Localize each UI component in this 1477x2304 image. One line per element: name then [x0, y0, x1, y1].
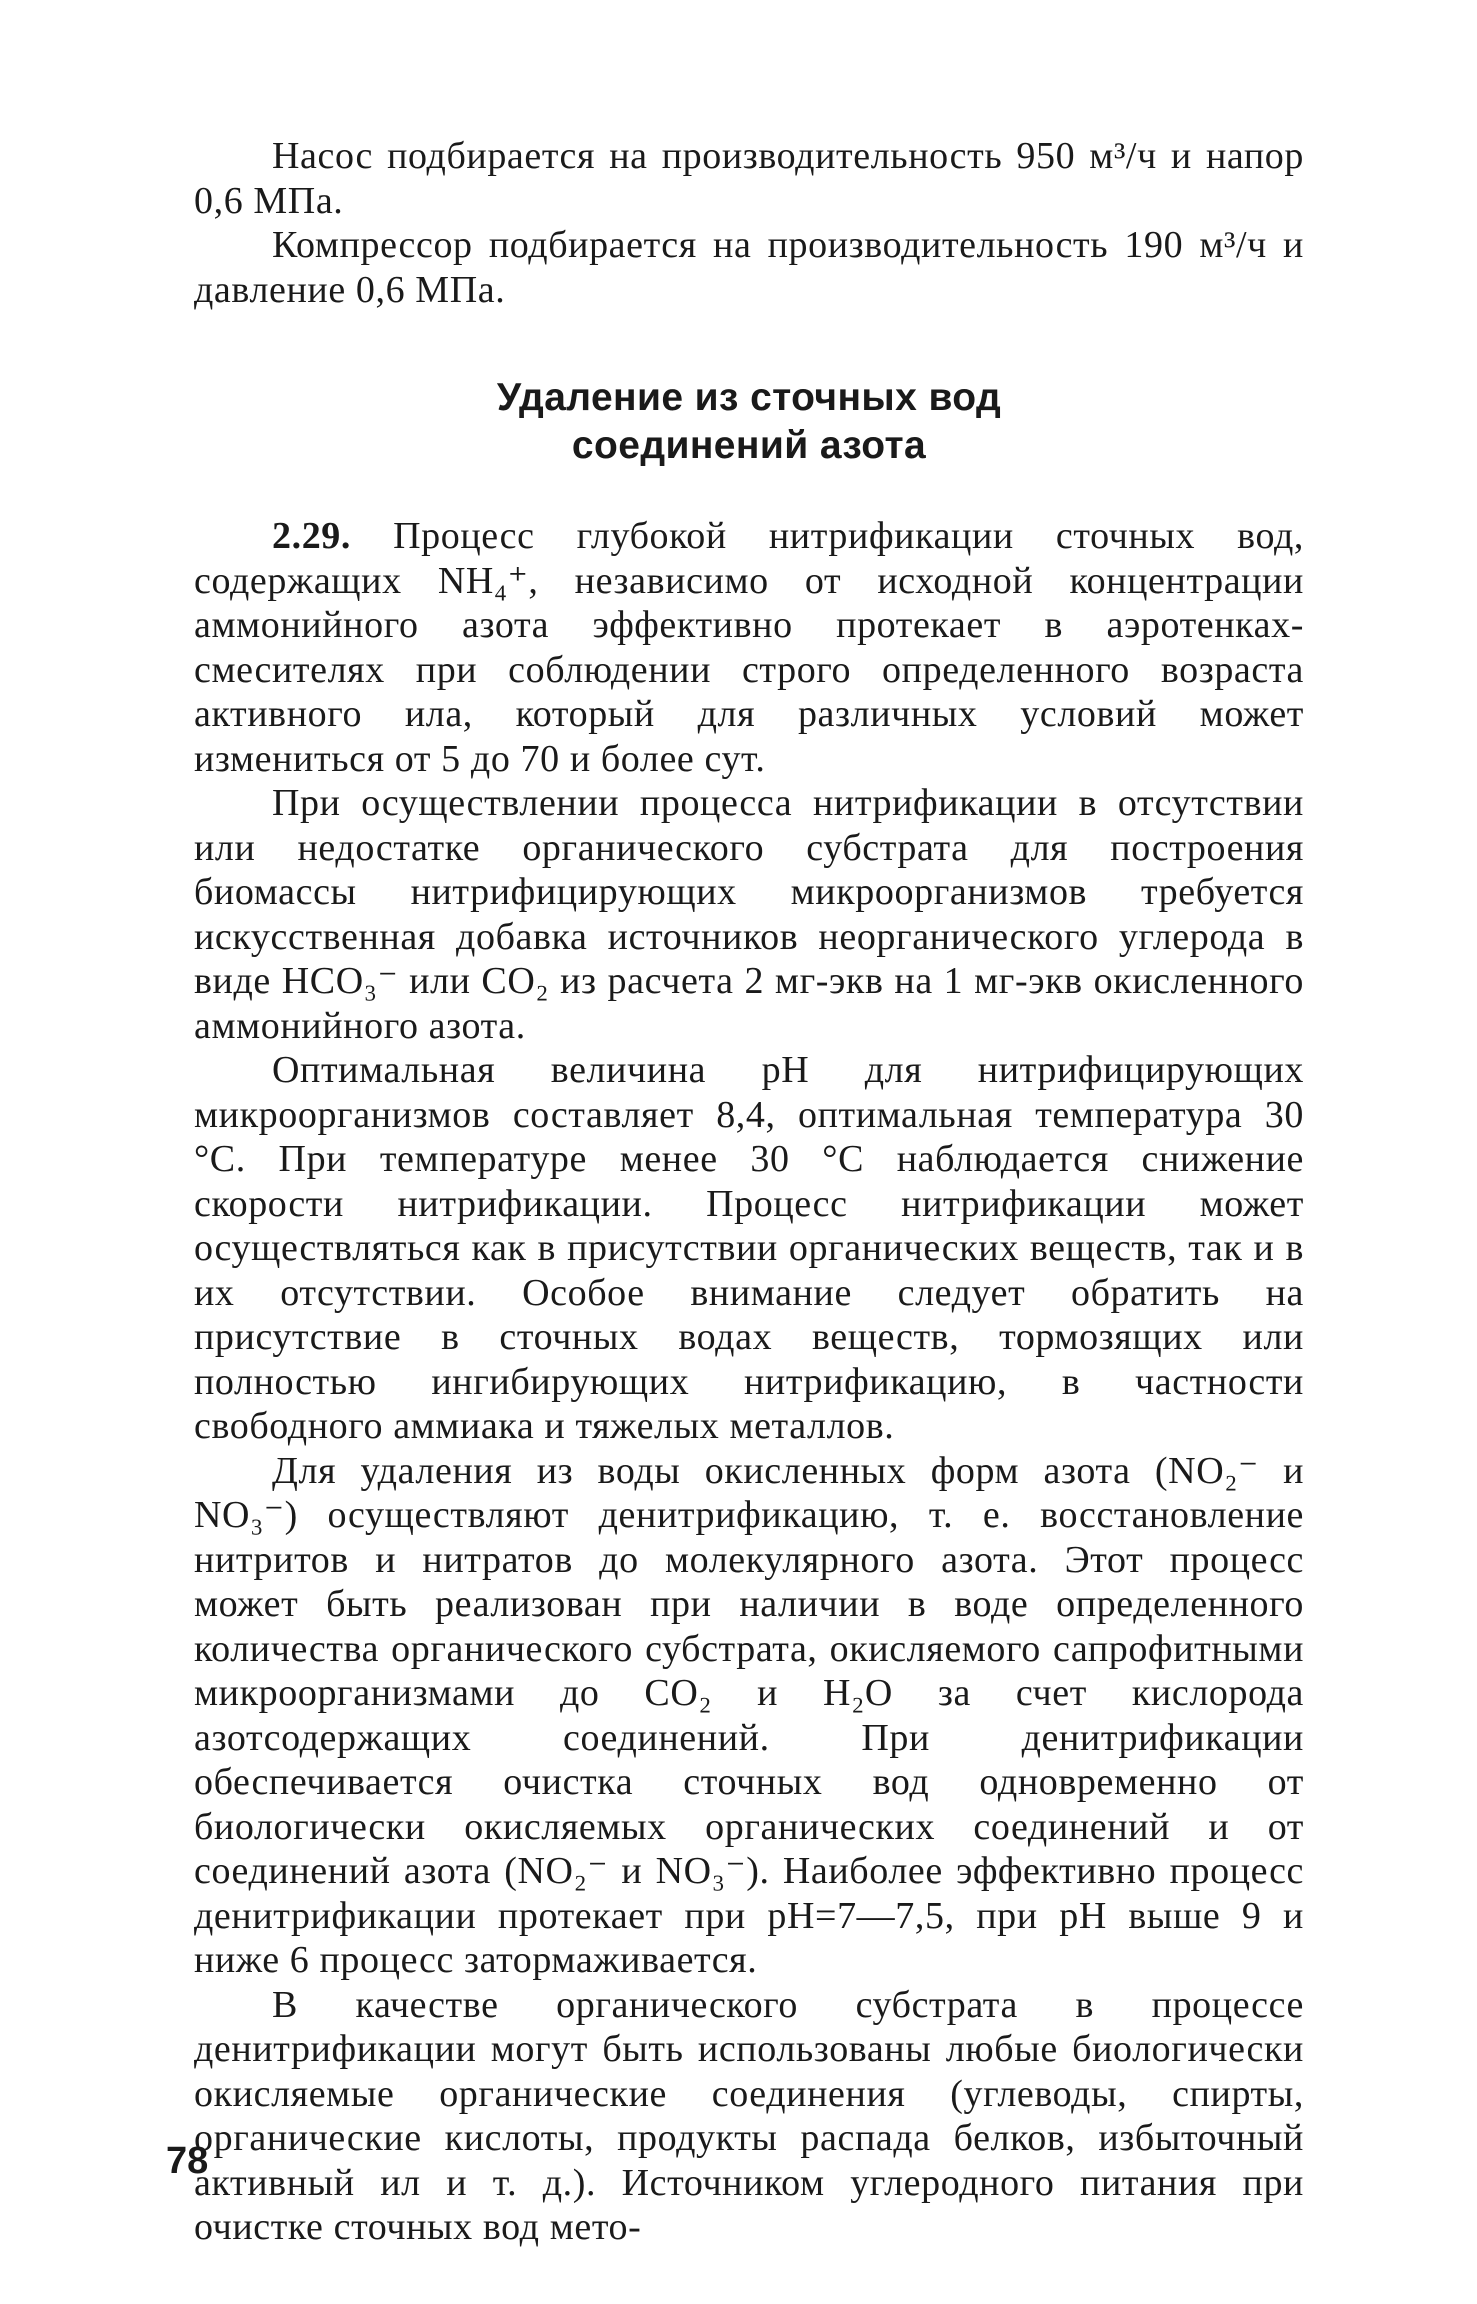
paragraph-nitrification [194, 514, 1304, 781]
paragraph-denitrification: Для удаления из воды окисленных форм азота (NO₂⁻ и NO₃⁻) осуществляют денитрификацию, т. е. восстановление нитритов и нитратов до молекулярного азота. Этот процесс может быть реализован при наличии в воде определенного количества органического субстрата, окисляемого сапрофитными микроорганизмами до CO₂ и H₂O за счет кислорода азотсодержащих соединений. При денитрификации обеспечивается очистка сточных вод одновременно от биологически окисляемых органических соединений и от соединений азота (NO₂⁻ и NO₃⁻). Наиболее эффективно процесс денитрификации протекает при pH=7—7,5, при pH выше 9 и ниже 6 процесс затормаживается. [194, 1449, 1304, 1981]
heading-line-1: Удаление из сточных вод [496, 376, 1002, 419]
page-number: 78 [166, 2140, 209, 2182]
section-heading [194, 374, 1304, 470]
paragraph-pump: Насос подбирается на производительность 950 м³/ч и напор 0,6 МПа. [194, 135, 1304, 222]
section-number: 2.29. [272, 515, 351, 557]
paragraph-compressor: Компрессор подбирается на производительность 190 м³/ч и давление 0,6 МПа. [194, 224, 1304, 311]
heading-line-2: соединений азота [571, 424, 927, 467]
paragraph-optimal-ph: Оптимальная величина pH для нитрифицирующих микроорганизмов составляет 8,4, оптимальная температура 30 °С. При температуре менее 30 °С наблюдается снижение скорости нитрификации. Процесс нитрификации может осуществляться как в присутствии органических веществ, так и в их отсутствии. Особое внимание следует обратить на присутствие в сточных водах веществ, тормозящих или полностью ингибирующих нитрификацию, в частности свободного аммиака и тяжелых металлов. [194, 1049, 1304, 1447]
paragraph-organic-substrate: В качестве органического субстрата в процессе денитрификации могут быть использованы любые биологически окисляемые органические соединения (углеводы, спирты, органические кислоты, продукты распада белков, избыточный активный ил и т. д.). Источником углеродного питания при очистке сточных вод мето- [194, 1983, 1304, 2248]
paragraph-carbon-source: При осуществлении процесса нитрификации в отсутствии или недостатке органического субстрата для построения биомассы нитрифицирующих микроорганизмов требуется искусственная добавка источников неорганического углерода в виде HCO₃⁻ или CO₂ из расчета 2 мг-экв на 1 мг-экв окисленного аммонийного азота. [194, 782, 1304, 1047]
paragraph-nitrification-text: Процесс глубокой нитрификации сточных вод, содержащих NH₄⁺, независимо от исходной концентрации аммонийного азота эффективно протекает в аэротенках-смесителях при соблюдении строго определенного возраста активного ила, который для различных условий может измениться от 5 до 70 и более сут. [194, 515, 1304, 780]
page-content [194, 134, 1304, 2250]
